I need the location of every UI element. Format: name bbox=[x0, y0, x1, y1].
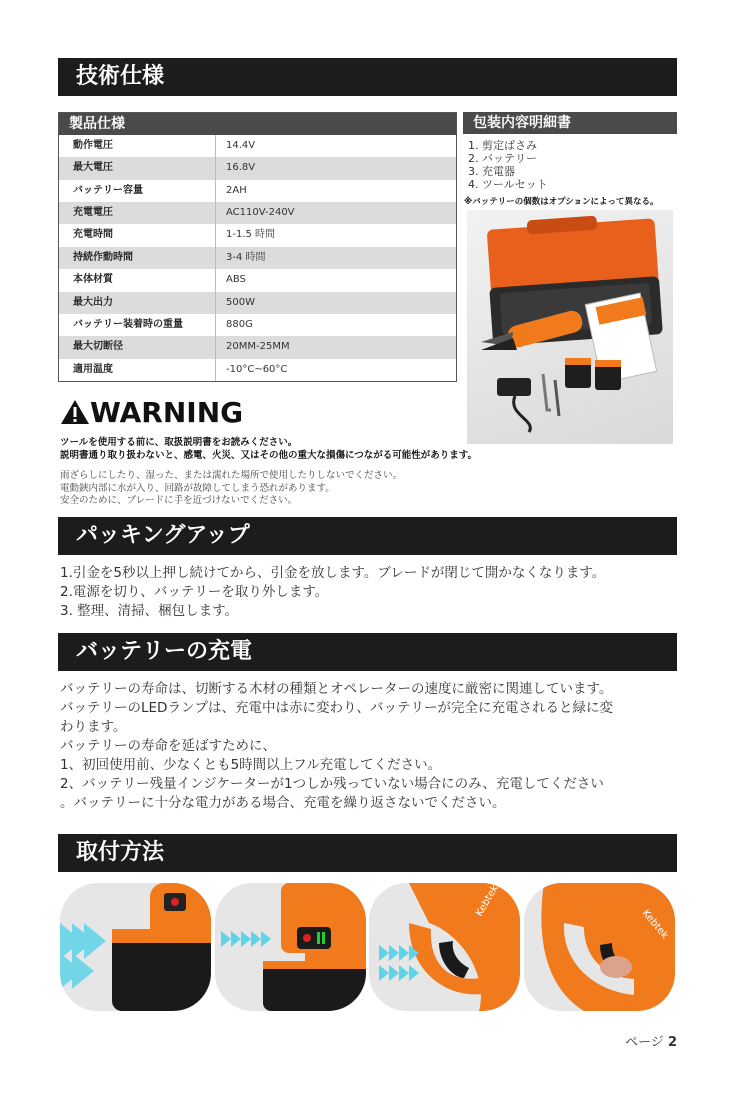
spec-row bbox=[59, 269, 456, 291]
spec-row bbox=[59, 157, 456, 179]
brand-logo: Kebtek bbox=[639, 907, 671, 942]
packing-steps bbox=[60, 564, 605, 621]
packing-line: 1.引金を5秒以上押し続けてから、引金を放します。ブレードが閉じて開かなくなります。 bbox=[60, 565, 606, 581]
warning-bold-text bbox=[60, 436, 477, 462]
spec-value: -10°C~60°C bbox=[215, 359, 456, 381]
charging-line: 1、初回使用前、少なくとも5時間以上フル充電してください。 bbox=[60, 757, 442, 773]
spec-value: 1-1.5 時間 bbox=[215, 224, 456, 246]
charging-line: バッテリーの寿命は、切断する木材の種類とオペレーターの速度に厳密に関連しています。 bbox=[60, 681, 613, 697]
spec-row bbox=[59, 314, 456, 336]
spec-label: 最大電圧 bbox=[73, 162, 113, 174]
brand-logo: Kebtek bbox=[474, 883, 501, 919]
spec-label: 持続作動時間 bbox=[73, 251, 133, 263]
section-title-install: 取付方法 bbox=[58, 834, 677, 872]
spec-value: 20MM-25MM bbox=[215, 336, 456, 358]
spec-label: 適用温度 bbox=[73, 363, 113, 375]
spec-row bbox=[59, 336, 456, 358]
spec-value: ABS bbox=[215, 269, 456, 291]
hand-grip-illustration bbox=[524, 883, 675, 1011]
warning-heading bbox=[60, 396, 243, 430]
section-title-tech-spec: 技術仕様 bbox=[58, 58, 677, 96]
warning-text bbox=[60, 470, 402, 508]
charging-line: 2、バッテリー残量インジケーターが1つしか残っていない場合にのみ、充電してください bbox=[60, 776, 604, 792]
spec-row bbox=[59, 202, 456, 224]
package-list bbox=[468, 139, 548, 191]
spec-label: バッテリー装着時の重量 bbox=[73, 318, 183, 330]
spec-row bbox=[59, 247, 456, 269]
packing-line: 2.電源を切り、バッテリーを取り外します。 bbox=[60, 584, 329, 600]
charging-text bbox=[60, 680, 613, 813]
spec-value: AC110V-240V bbox=[215, 202, 456, 224]
spec-label: 充電時間 bbox=[73, 229, 113, 241]
package-contents-photo bbox=[467, 210, 673, 444]
install-step-photo bbox=[369, 883, 520, 1011]
spec-label: 充電電圧 bbox=[73, 207, 113, 219]
list-item: 2. バッテリー bbox=[468, 152, 537, 165]
list-item: 4. ツールセット bbox=[468, 178, 548, 191]
charging-line: バッテリーのLEDランプは、充電中は赤に変わり、バッテリーが完全に充電されると緑に変 bbox=[60, 700, 613, 716]
spec-row bbox=[59, 292, 456, 314]
list-item: 3. 充電器 bbox=[468, 165, 515, 178]
spec-label: 本体材質 bbox=[73, 274, 113, 286]
charging-line: バッテリーの寿命を延ばすために、 bbox=[60, 738, 276, 754]
spec-value: 500W bbox=[215, 292, 456, 314]
spec-row bbox=[59, 359, 456, 381]
install-step-photo bbox=[524, 883, 675, 1011]
battery-indicator-illustration bbox=[215, 883, 366, 1011]
install-step-photo bbox=[60, 883, 211, 1011]
section-title-packing: パッキングアップ bbox=[58, 517, 677, 555]
package-title: 包装内容明細書 bbox=[463, 112, 677, 134]
section-title-charging: バッテリーの充電 bbox=[58, 633, 677, 671]
warning-line: 電動鋏内部に水が入り、回路が故障してしまう恐れがあります。 bbox=[60, 482, 335, 494]
warning-line: 雨ざらしにしたり、湿った、または濡れた場所で使用したりしないでください。 bbox=[60, 470, 403, 481]
warning-title: WARNING bbox=[90, 396, 244, 429]
warning-icon bbox=[60, 399, 90, 425]
spec-table-title: 製品仕様 bbox=[59, 113, 456, 135]
spec-row bbox=[59, 135, 456, 157]
page-number-value: 2 bbox=[667, 1035, 677, 1050]
spec-table bbox=[58, 112, 457, 382]
spec-value: 2AH bbox=[215, 180, 456, 202]
spec-value: 16.8V bbox=[215, 157, 456, 179]
spec-label: 動作電圧 bbox=[73, 140, 113, 151]
package-note: ※バッテリーの個数はオプションによって異なる。 bbox=[464, 197, 659, 207]
warning-bold-line: ツールを使用する前に、取扱説明書をお読みください。 bbox=[60, 437, 298, 448]
spec-value: 3-4 時間 bbox=[215, 247, 456, 269]
spec-value: 880G bbox=[215, 314, 456, 336]
spec-label: バッテリー容量 bbox=[73, 184, 143, 196]
warning-bold-line: 説明書通り取り扱わないと、感電、火災、又はその他の重大な損傷につながる可能性があります。 bbox=[60, 450, 478, 461]
spec-label: 最大切断径 bbox=[73, 341, 123, 353]
page-number bbox=[625, 1031, 677, 1050]
spec-value: 14.4V bbox=[215, 135, 456, 157]
list-item: 1. 剪定ばさみ bbox=[468, 139, 537, 152]
install-step-photo bbox=[215, 883, 366, 1011]
battery-insert-illustration bbox=[60, 883, 211, 1011]
page-label: ページ bbox=[625, 1035, 664, 1050]
spec-label: 最大出力 bbox=[73, 296, 113, 308]
pruner-kit-illustration bbox=[467, 210, 673, 444]
packing-line: 3. 整理、清掃、梱包します。 bbox=[60, 603, 239, 619]
charging-line: わります。 bbox=[60, 719, 127, 735]
trigger-guard-illustration bbox=[369, 883, 520, 1011]
spec-row bbox=[59, 224, 456, 246]
charging-line: 。バッテリーに十分な電力がある場合、充電を繰り返さないでください。 bbox=[60, 795, 506, 811]
warning-line: 安全のために、ブレードに手を近づけないでください。 bbox=[60, 495, 298, 506]
spec-row bbox=[59, 180, 456, 202]
